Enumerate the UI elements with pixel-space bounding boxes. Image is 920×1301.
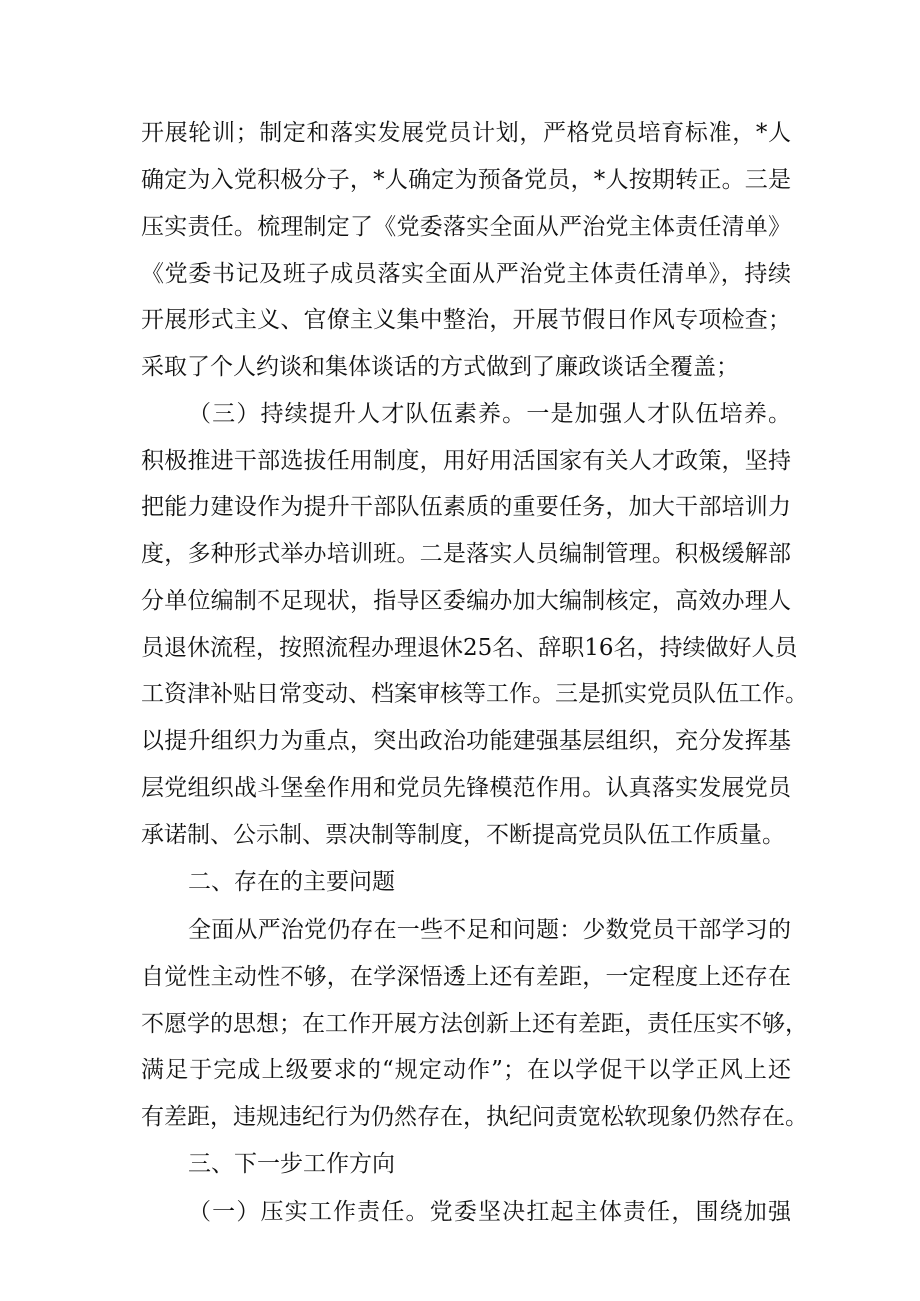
- text-line: 员退休流程，按照流程办理退休25名、辞职16名，持续做好人员: [141, 635, 798, 661]
- text-line: 自觉性主动性不够，在学深悟透上还有差距，一定程度上还存在: [141, 964, 791, 990]
- text-line: 满足于完成上级要求的“规定动作”；在以学促干以学正风上还: [141, 1057, 791, 1083]
- text-line: 以提升组织力为重点，突出政治功能建强基层组织，充分发挥基: [141, 728, 791, 754]
- text-line: 《党委书记及班子成员落实全面从严治党主体责任清单》，持续: [141, 261, 791, 287]
- text-line: 采取了个人约谈和集体谈话的方式做到了廉政谈话全覆盖；: [141, 354, 739, 380]
- section-heading-problems: 二、存在的主要问题: [188, 869, 395, 895]
- text-line: 度，多种形式举办培训班。二是落实人员编制管理。积极缓解部: [141, 541, 791, 567]
- text-line: 开展形式主义、官僚主义集中整治，开展节假日作风专项检查；: [141, 307, 791, 333]
- section-heading-next-steps: 三、下一步工作方向: [188, 1151, 395, 1177]
- text-line: （一）压实工作责任。党委坚决扛起主体责任，围绕加强: [188, 1199, 791, 1225]
- text-line: 确定为入党积极分子，*人确定为预备党员，*人按期转正。三是: [141, 167, 791, 193]
- text-line: 有差距，违规违纪行为仍然存在，执纪问责宽松软现象仍然存在。: [141, 1104, 808, 1130]
- text-line: 压实责任。梳理制定了《党委落实全面从严治党主体责任清单》: [141, 214, 791, 240]
- text-line: 全面从严治党仍存在一些不足和问题：少数党员干部学习的: [188, 917, 791, 943]
- text-line: （三）持续提升人才队伍素养。一是加强人才队伍培养。: [188, 401, 791, 427]
- text-line: 层党组织战斗堡垒作用和党员先锋模范作用。认真落实发展党员: [141, 775, 791, 801]
- text-line: 积极推进干部选拔任用制度，用好用活国家有关人才政策，坚持: [141, 448, 791, 474]
- text-line: 分单位编制不足现状，指导区委编办加大编制核定，高效办理人: [141, 588, 791, 614]
- text-line: 承诺制、公示制、票决制等制度，不断提高党员队伍工作质量。: [141, 822, 785, 848]
- text-line: 不愿学的思想；在工作开展方法创新上还有差距，责任压实不够，: [141, 1011, 808, 1037]
- text-line: 开展轮训；制定和落实发展党员计划，严格党员培育标准，*人: [141, 120, 791, 146]
- text-line: 工资津补贴日常变动、档案审核等工作。三是抓实党员队伍工作。: [141, 681, 808, 707]
- text-line: 把能力建设作为提升干部队伍素质的重要任务，加大干部培训力: [141, 494, 791, 520]
